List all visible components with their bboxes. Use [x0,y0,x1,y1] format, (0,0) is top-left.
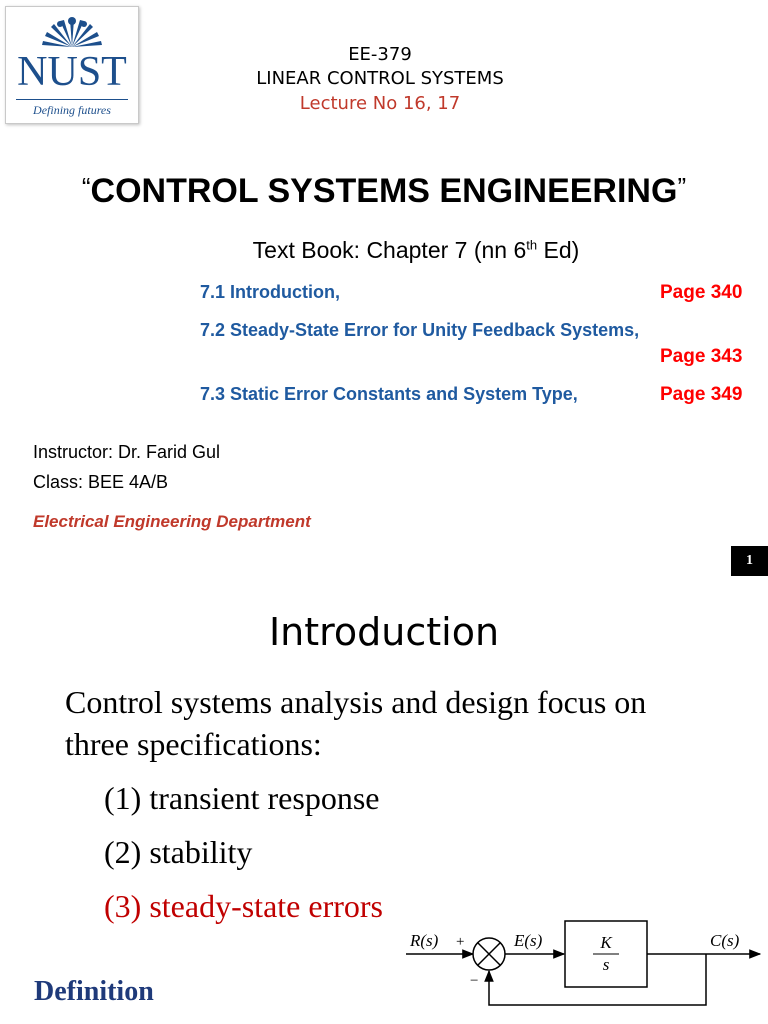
gain-denominator: s [602,955,610,974]
error-label: E(s) [514,931,543,950]
book-title [0,172,768,211]
minus-sign: − [470,973,479,989]
definition-heading: Definition [34,976,154,1007]
book-title-text: CONTROL SYSTEMS ENGINEERING [90,172,678,210]
department: Electrical Engineering Department [33,512,311,531]
lecture-number: Lecture No 16, 17 [299,93,461,114]
logo-divider [16,99,128,100]
section-7-3-page: Page 349 [660,384,743,405]
nust-logo [5,6,139,124]
textbook-sup: th [526,237,538,253]
section-7-2-page: Page 343 [660,346,743,367]
summing-junction-icon [473,938,505,970]
logo-tagline: Defining futures [33,103,111,117]
close-quote: ” [677,172,687,202]
class-name: Class: BEE 4A/B [33,472,169,492]
intro-heading: Introduction [268,610,500,654]
course-title: LINEAR CONTROL SYSTEMS [256,68,504,89]
gain-numerator: K [600,933,612,952]
spec-stability: (2) stability [104,834,253,870]
spec-steady-state: (3) steady-state errors [104,888,383,924]
feedback-block-diagram [400,915,768,1024]
slide-number: 1 [731,546,768,576]
textbook-line [0,237,768,264]
input-label: R(s) [410,931,439,950]
intro-para-line1: Control systems analysis and design focus on [65,684,647,720]
output-label: C(s) [710,931,740,950]
intro-para-line2: three specifications: [65,726,322,762]
section-7-2-title: 7.2 Steady-State Error for Unity Feedback Systems, [200,320,640,340]
instructor-name: Instructor: Dr. Farid Gul [33,442,221,462]
course-code: EE-379 [348,44,412,65]
section-7-1-title: 7.1 Introduction, [200,282,341,302]
open-quote: “ [81,172,91,202]
logo-wordmark: NUST [17,49,127,95]
textbook-prefix: Text Book: Chapter 7 (nn 6 [252,237,527,263]
section-7-3-title: 7.3 Static Error Constants and System Type, [200,384,578,404]
plus-sign: + [456,934,465,950]
section-7-1-page: Page 340 [660,282,743,303]
sun-emblem-icon [40,11,104,49]
textbook-suffix: Ed) [537,237,580,263]
spec-transient: (1) transient response [104,780,380,816]
